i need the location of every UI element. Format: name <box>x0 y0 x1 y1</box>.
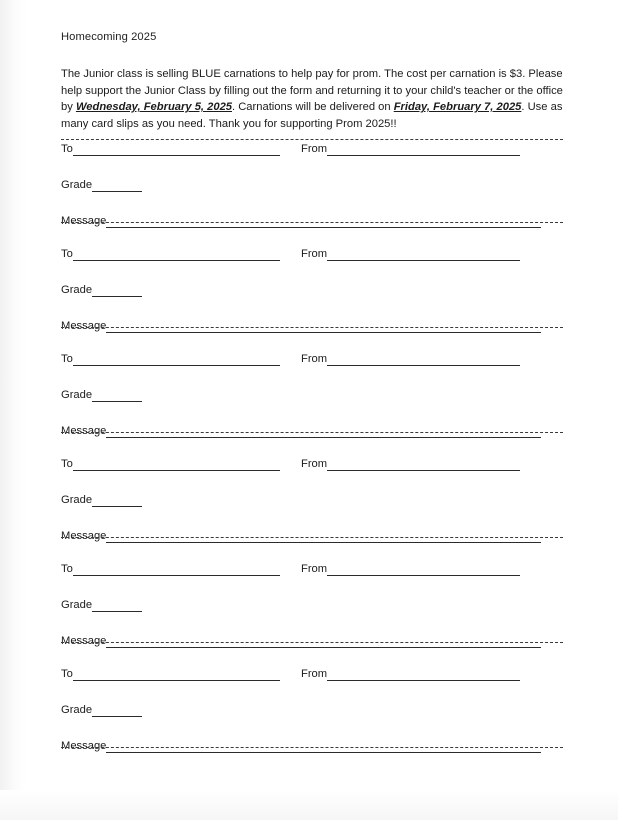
card-slip-row-recipient <box>61 350 561 368</box>
card-slip-divider <box>61 432 563 433</box>
from-label: From <box>301 353 328 366</box>
grade-label: Grade <box>61 704 93 717</box>
card-slip-row-recipient <box>61 455 561 473</box>
grade-label: Grade <box>61 284 93 297</box>
message-label: Message <box>61 740 107 753</box>
card-slip-row-message <box>61 176 561 228</box>
to-write-in-line[interactable] <box>73 459 280 471</box>
card-slip-row-message <box>61 701 561 753</box>
to-write-in-line[interactable] <box>73 564 280 576</box>
message-field[interactable] <box>61 424 541 438</box>
card-slip-row-grade <box>61 368 561 402</box>
card-slip-row-recipient <box>61 665 561 683</box>
intro-text-part-1: The Junior class is selling BLUE carnations to help pay for prom. The cost per carnation is $3. Please help support the Junior Class by filling out the form and returning it to your child's teacher or the office by <box>61 68 563 114</box>
to-write-in-line[interactable] <box>73 354 280 366</box>
message-label: Message <box>61 320 107 333</box>
card-slip-row-grade <box>61 158 561 192</box>
message-field[interactable] <box>61 529 541 543</box>
deadline-date: Wednesday, February 5, 2025 <box>75 101 233 114</box>
card-slip-row-grade <box>61 578 561 612</box>
to-label: To <box>61 143 73 156</box>
message-label: Message <box>61 425 107 438</box>
from-field[interactable] <box>301 352 520 366</box>
card-slip-row-recipient <box>61 560 561 578</box>
card-slip <box>61 140 561 245</box>
card-slip-divider <box>61 537 563 538</box>
intro-text-part-2: . Carnations will be delivered on <box>232 101 394 114</box>
from-field[interactable] <box>301 562 520 576</box>
from-field[interactable] <box>301 667 520 681</box>
to-field[interactable] <box>61 142 280 156</box>
card-slip-row-grade <box>61 683 561 717</box>
scan-edge-shadow-left <box>0 0 26 820</box>
card-slip-divider <box>61 327 563 328</box>
from-write-in-line[interactable] <box>327 669 520 681</box>
from-label: From <box>301 143 328 156</box>
from-field[interactable] <box>301 247 520 261</box>
message-label: Message <box>61 530 107 543</box>
to-field[interactable] <box>61 247 280 261</box>
page-title: Homecoming 2025 <box>61 31 157 43</box>
to-label: To <box>61 668 73 681</box>
card-slip-divider <box>61 222 563 223</box>
from-label: From <box>301 458 328 471</box>
to-label: To <box>61 248 73 261</box>
to-label: To <box>61 458 73 471</box>
from-write-in-line[interactable] <box>327 249 520 261</box>
to-label: To <box>61 353 73 366</box>
to-label: To <box>61 563 73 576</box>
to-field[interactable] <box>61 352 280 366</box>
card-slip <box>61 350 561 455</box>
card-slip <box>61 245 561 350</box>
from-label: From <box>301 248 328 261</box>
scan-edge-shadow-bottom <box>0 790 618 820</box>
message-field[interactable] <box>61 319 541 333</box>
card-slip-divider <box>61 747 563 748</box>
message-label: Message <box>61 635 107 648</box>
message-field[interactable] <box>61 634 541 648</box>
card-slip-row-grade <box>61 263 561 297</box>
from-label: From <box>301 668 328 681</box>
card-slip <box>61 560 561 665</box>
message-field[interactable] <box>61 214 541 228</box>
card-slip-row-grade <box>61 473 561 507</box>
card-slip-row-message <box>61 386 561 438</box>
card-slip-row-recipient <box>61 245 561 263</box>
to-field[interactable] <box>61 562 280 576</box>
card-slip-row-message <box>61 281 561 333</box>
message-field[interactable] <box>61 739 541 753</box>
card-slip-row-message <box>61 596 561 648</box>
grade-label: Grade <box>61 599 93 612</box>
grade-label: Grade <box>61 389 93 402</box>
to-field[interactable] <box>61 457 280 471</box>
from-field[interactable] <box>301 457 520 471</box>
grade-label: Grade <box>61 179 93 192</box>
from-write-in-line[interactable] <box>327 564 520 576</box>
intro-text-part-3: . Use as many card slips as you need. Thank you for supporting Prom 2025!! <box>61 101 563 130</box>
from-write-in-line[interactable] <box>327 144 520 156</box>
to-field[interactable] <box>61 667 280 681</box>
from-label: From <box>301 563 328 576</box>
from-write-in-line[interactable] <box>327 459 520 471</box>
card-slip-row-message <box>61 491 561 543</box>
message-label: Message <box>61 215 107 228</box>
from-write-in-line[interactable] <box>327 354 520 366</box>
document-content <box>61 30 561 770</box>
delivery-date: Friday, February 7, 2025 <box>393 101 522 114</box>
card-slip-row-recipient <box>61 140 561 158</box>
from-field[interactable] <box>301 142 520 156</box>
to-write-in-line[interactable] <box>73 249 280 261</box>
to-write-in-line[interactable] <box>73 144 280 156</box>
card-slip-list <box>61 140 561 770</box>
to-write-in-line[interactable] <box>73 669 280 681</box>
intro-paragraph <box>61 66 563 132</box>
grade-label: Grade <box>61 494 93 507</box>
card-slip-divider <box>61 642 563 643</box>
card-slip <box>61 455 561 560</box>
card-slip <box>61 665 561 770</box>
